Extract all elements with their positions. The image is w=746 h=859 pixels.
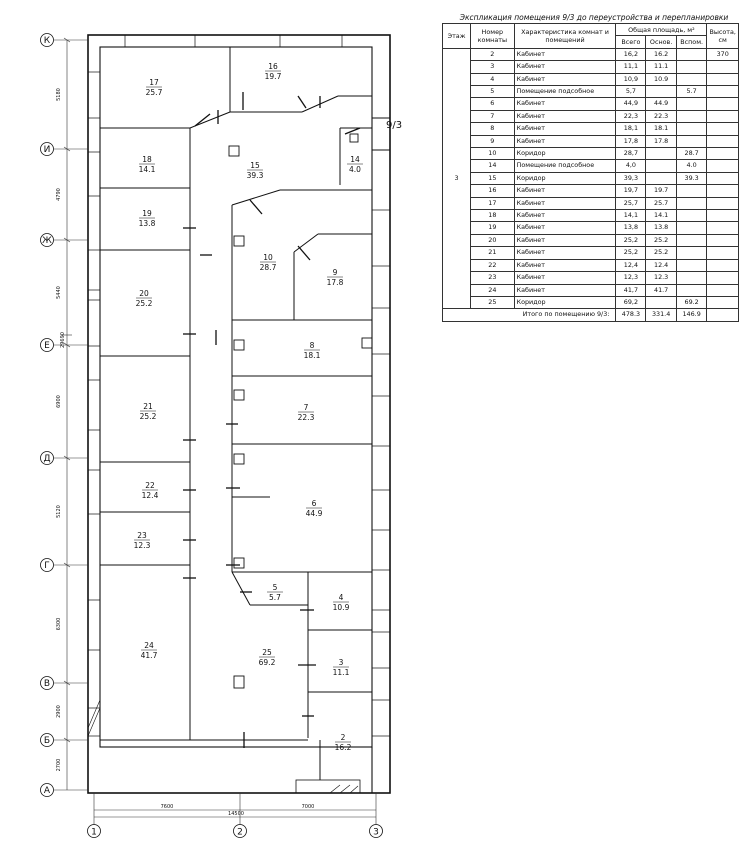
room-area: 18.1 (303, 351, 321, 360)
cell-description: Кабинет (514, 234, 616, 246)
cell-room-no: 25 (471, 296, 514, 308)
axis-bubble-6 (41, 559, 54, 572)
cell-aux (676, 61, 707, 73)
cell-total: 25,2 (616, 247, 646, 259)
cell-main: 22.3 (646, 110, 676, 122)
cell-aux: 28.7 (676, 148, 707, 160)
table-row (443, 247, 739, 259)
cell-height (707, 185, 739, 197)
table-row (443, 86, 739, 98)
room-number: 23 (137, 531, 147, 540)
cell-room-no: 16 (471, 185, 514, 197)
cell-height (707, 272, 739, 284)
table-row (443, 222, 739, 234)
cell-main (646, 86, 676, 98)
table-row (443, 148, 739, 160)
cell-total-height (707, 309, 739, 321)
cell-description: Кабинет (514, 272, 616, 284)
cell-aux (676, 234, 707, 246)
cell-main: 19.7 (646, 185, 676, 197)
cell-aux: 4.0 (676, 160, 707, 172)
cell-room-no: 17 (471, 197, 514, 209)
axis-letter: Б (43, 736, 51, 747)
room-3 (333, 658, 350, 677)
header-description: Характеристика комнат и помещений (514, 24, 616, 49)
cell-aux (676, 259, 707, 271)
room-number: 7 (303, 403, 309, 412)
table-row (443, 123, 739, 135)
axis-letter: В (43, 679, 51, 690)
cell-height (707, 148, 739, 160)
room-4 (333, 593, 350, 612)
cell-main: 16.2 (646, 48, 676, 60)
cell-room-no: 5 (471, 86, 514, 98)
room-area: 12.3 (133, 541, 151, 550)
room-area: 10.9 (332, 603, 350, 612)
dimension-vertical: 6300 (56, 617, 62, 631)
cell-height (707, 197, 739, 209)
cell-total: 39,3 (616, 172, 646, 184)
cell-total: 25,7 (616, 197, 646, 209)
room-number: 9 (332, 268, 338, 277)
cell-description: Помещение подсобное (514, 160, 616, 172)
room-17 (146, 78, 163, 97)
room-10 (260, 253, 277, 272)
cell-total: 28,7 (616, 148, 646, 160)
axis-bubble-4 (41, 339, 54, 352)
cell-room-no: 21 (471, 247, 514, 259)
cell-description: Кабинет (514, 210, 616, 222)
cell-aux (676, 210, 707, 222)
cell-room-no: 7 (471, 110, 514, 122)
cell-total: 41,7 (616, 284, 646, 296)
cell-aux (676, 73, 707, 85)
cell-floor: 3 (443, 48, 471, 309)
cell-aux: 69.2 (676, 296, 707, 308)
room-20 (136, 289, 153, 308)
cell-height (707, 259, 739, 271)
cell-aux (676, 222, 707, 234)
cell-total: 16,2 (616, 48, 646, 60)
cell-height (707, 222, 739, 234)
cell-room-no: 6 (471, 98, 514, 110)
room-number: 21 (143, 402, 153, 411)
room-number: 2 (340, 733, 346, 742)
dimension-vertical: 5120 (56, 505, 62, 518)
cell-main: 25.2 (646, 234, 676, 246)
room-number: 15 (250, 161, 260, 170)
header-room-no: Номер комнаты (471, 24, 514, 49)
cell-total-label: Итого по помещению 9/3: (443, 309, 616, 321)
room-22 (142, 481, 159, 500)
room-14 (347, 155, 363, 174)
cell-main (646, 296, 676, 308)
cell-description: Кабинет (514, 110, 616, 122)
table-row (443, 284, 739, 296)
cell-height (707, 210, 739, 222)
cell-room-no: 10 (471, 148, 514, 160)
cell-height (707, 61, 739, 73)
dimension-vertical: 4790 (56, 188, 62, 201)
cell-main: 11.1 (646, 61, 676, 73)
cell-total: 19,7 (616, 185, 646, 197)
dimension-vertical: 2900 (56, 705, 62, 718)
cell-height (707, 296, 739, 308)
cell-total: 25,2 (616, 234, 646, 246)
cell-room-no: 23 (471, 272, 514, 284)
cell-aux (676, 110, 707, 122)
room-number: 3 (338, 658, 344, 667)
axis-letter: А (43, 786, 51, 797)
cell-main: 17.8 (646, 135, 676, 147)
cell-room-no: 22 (471, 259, 514, 271)
axis-letter: И (43, 145, 51, 156)
table-row (443, 110, 739, 122)
table-row (443, 234, 739, 246)
table-row (443, 272, 739, 284)
room-number: 22 (145, 481, 155, 490)
room-area: 16.2 (334, 743, 352, 752)
room-area: 14.1 (138, 165, 156, 174)
overall-dimension: 29690 (60, 332, 66, 348)
cell-description: Кабинет (514, 123, 616, 135)
room-area: 11.1 (332, 668, 350, 677)
cell-description: Кабинет (514, 135, 616, 147)
header-height: Высота, см (707, 24, 739, 49)
header-main: Основ. (646, 36, 676, 48)
room-area: 19.7 (264, 72, 282, 81)
room-7 (298, 403, 315, 422)
room-number: 14 (350, 155, 360, 164)
cell-aux (676, 48, 707, 60)
room-area: 25.2 (139, 412, 157, 421)
cell-main (646, 160, 676, 172)
cell-aux (676, 135, 707, 147)
room-21 (140, 402, 157, 421)
room-number: 24 (144, 641, 154, 650)
axis-bubble-2 (41, 143, 54, 156)
cell-total-main: 331.4 (646, 309, 676, 321)
cell-main: 18.1 (646, 123, 676, 135)
cell-description: Помещение подсобное (514, 86, 616, 98)
room-15 (247, 161, 264, 180)
cell-total: 12,3 (616, 272, 646, 284)
room-area: 4.0 (349, 165, 361, 174)
cell-height (707, 234, 739, 246)
axis-bubble-9 (41, 784, 54, 797)
header-total: Всего (616, 36, 646, 48)
cell-total: 5,7 (616, 86, 646, 98)
cell-aux (676, 197, 707, 209)
room-6 (306, 499, 323, 518)
axis-number: 3 (373, 827, 379, 838)
room-number: 8 (309, 341, 315, 350)
room-area: 22.3 (297, 413, 315, 422)
cell-main: 10.9 (646, 73, 676, 85)
cell-description: Кабинет (514, 185, 616, 197)
cell-height (707, 110, 739, 122)
room-number: 5 (272, 583, 278, 592)
dimension-horizontal: 7600 (160, 804, 174, 810)
table-row (443, 197, 739, 209)
cell-main: 13.8 (646, 222, 676, 234)
room-number: 4 (338, 593, 344, 602)
room-number: 17 (149, 78, 159, 87)
cell-description: Кабинет (514, 48, 616, 60)
room-8 (304, 341, 321, 360)
cell-description: Кабинет (514, 222, 616, 234)
cell-total: 12,4 (616, 259, 646, 271)
cell-description: Кабинет (514, 197, 616, 209)
room-area: 25.7 (145, 88, 163, 97)
walls (88, 35, 390, 793)
room-number: 19 (142, 209, 152, 218)
cell-aux (676, 284, 707, 296)
cell-total: 69,2 (616, 296, 646, 308)
axis-number-bubble (88, 825, 101, 838)
room-5 (267, 583, 283, 602)
room-area: 39.3 (246, 171, 264, 180)
room-number: 18 (142, 155, 152, 164)
cell-total: 13,8 (616, 222, 646, 234)
cell-aux (676, 185, 707, 197)
cell-description: Коридор (514, 148, 616, 160)
dimension-horizontal: 7000 (301, 804, 315, 810)
cell-room-no: 18 (471, 210, 514, 222)
cell-main: 12.3 (646, 272, 676, 284)
cell-height (707, 123, 739, 135)
axis-bubble-8 (41, 734, 54, 747)
room-24 (141, 641, 158, 660)
cell-description: Кабинет (514, 61, 616, 73)
cell-main: 14.1 (646, 210, 676, 222)
cell-description: Коридор (514, 172, 616, 184)
axis-letter: Г (44, 561, 50, 572)
cell-height (707, 98, 739, 110)
cell-description: Кабинет (514, 98, 616, 110)
cell-main: 25.7 (646, 197, 676, 209)
cell-room-no: 3 (471, 61, 514, 73)
room-number: 6 (311, 499, 317, 508)
cell-description: Кабинет (514, 247, 616, 259)
room-19 (139, 209, 156, 228)
table-row (443, 48, 739, 60)
dimension-horizontal: 14500 (228, 811, 244, 817)
table-row (443, 160, 739, 172)
table-row (443, 259, 739, 271)
room-area: 28.7 (259, 263, 277, 272)
axis-bubble-1 (41, 34, 54, 47)
cell-total: 4,0 (616, 160, 646, 172)
cell-aux (676, 247, 707, 259)
cell-total: 18,1 (616, 123, 646, 135)
dimension-vertical: 5180 (56, 88, 62, 101)
cell-description: Кабинет (514, 73, 616, 85)
explication-table (442, 23, 739, 322)
room-area: 13.8 (138, 219, 156, 228)
room-area: 69.2 (258, 658, 276, 667)
cell-height (707, 284, 739, 296)
axis-letter: Е (44, 341, 50, 352)
cell-total: 17,8 (616, 135, 646, 147)
table-row (443, 73, 739, 85)
dimension-vertical: 6900 (56, 395, 62, 408)
axis-letter: Д (43, 454, 51, 465)
cell-description: Коридор (514, 296, 616, 308)
axis-number-bubble (370, 825, 383, 838)
axis-letter: Ж (42, 236, 52, 247)
cell-room-no: 24 (471, 284, 514, 296)
floor-label: 9/3 (386, 120, 403, 131)
cell-main: 44.9 (646, 98, 676, 110)
room-area: 5.7 (269, 593, 281, 602)
room-area: 17.8 (326, 278, 344, 287)
cell-aux: 39.3 (676, 172, 707, 184)
cell-height (707, 73, 739, 85)
room-area: 41.7 (140, 651, 158, 660)
axis-bubble-3 (41, 234, 54, 247)
table-row (443, 185, 739, 197)
room-number: 10 (263, 253, 273, 262)
axis-number-bubble (234, 825, 247, 838)
room-number: 25 (262, 648, 272, 657)
cell-height (707, 160, 739, 172)
cell-height (707, 86, 739, 98)
cell-height: 370 (707, 48, 739, 60)
room-25 (259, 648, 276, 667)
cell-total: 22,3 (616, 110, 646, 122)
cell-room-no: 4 (471, 73, 514, 85)
dimension-vertical: 5440 (56, 286, 62, 299)
table-total-row (443, 309, 739, 321)
header-floor: Этаж (443, 24, 471, 49)
table-row (443, 172, 739, 184)
cell-room-no: 19 (471, 222, 514, 234)
cell-main: 25.2 (646, 247, 676, 259)
cell-aux (676, 98, 707, 110)
axis-letter: К (43, 36, 51, 47)
cell-room-no: 14 (471, 160, 514, 172)
table-row (443, 296, 739, 308)
room-18 (139, 155, 156, 174)
cell-room-no: 15 (471, 172, 514, 184)
axis-number: 1 (91, 827, 97, 838)
cell-room-no: 9 (471, 135, 514, 147)
table-row (443, 98, 739, 110)
header-aux: Вспом. (676, 36, 707, 48)
axis-bubble-7 (41, 677, 54, 690)
cell-aux: 5.7 (676, 86, 707, 98)
cell-room-no: 8 (471, 123, 514, 135)
cell-height (707, 172, 739, 184)
cell-main (646, 172, 676, 184)
axis-bubble-5 (41, 452, 54, 465)
table-row (443, 61, 739, 73)
axis-number: 2 (237, 827, 243, 838)
room-number: 20 (139, 289, 149, 298)
room-area: 44.9 (305, 509, 323, 518)
cell-aux (676, 123, 707, 135)
header-area: Общая площадь, м² (616, 24, 707, 36)
room-16 (265, 62, 282, 81)
cell-total-aux: 146.9 (676, 309, 707, 321)
room-2 (335, 733, 352, 752)
cell-total-all: 478.3 (616, 309, 646, 321)
table-row (443, 135, 739, 147)
cell-description: Кабинет (514, 259, 616, 271)
cell-total: 14,1 (616, 210, 646, 222)
room-9 (327, 268, 344, 287)
table-row (443, 210, 739, 222)
cell-aux (676, 272, 707, 284)
room-23 (134, 531, 151, 550)
cell-main: 12.4 (646, 259, 676, 271)
cell-total: 10,9 (616, 73, 646, 85)
cell-room-no: 2 (471, 48, 514, 60)
cell-height (707, 135, 739, 147)
cell-description: Кабинет (514, 284, 616, 296)
dimension-vertical: 2700 (56, 758, 62, 772)
room-number: 16 (268, 62, 278, 71)
cell-room-no: 20 (471, 234, 514, 246)
room-area: 12.4 (141, 491, 159, 500)
cell-height (707, 247, 739, 259)
cell-total: 44,9 (616, 98, 646, 110)
cell-total: 11,1 (616, 61, 646, 73)
cell-main (646, 148, 676, 160)
table-title: Экспликация помещения 9/3 до переустройства и перепланировки (459, 13, 729, 22)
room-area: 25.2 (135, 299, 153, 308)
cell-main: 41.7 (646, 284, 676, 296)
